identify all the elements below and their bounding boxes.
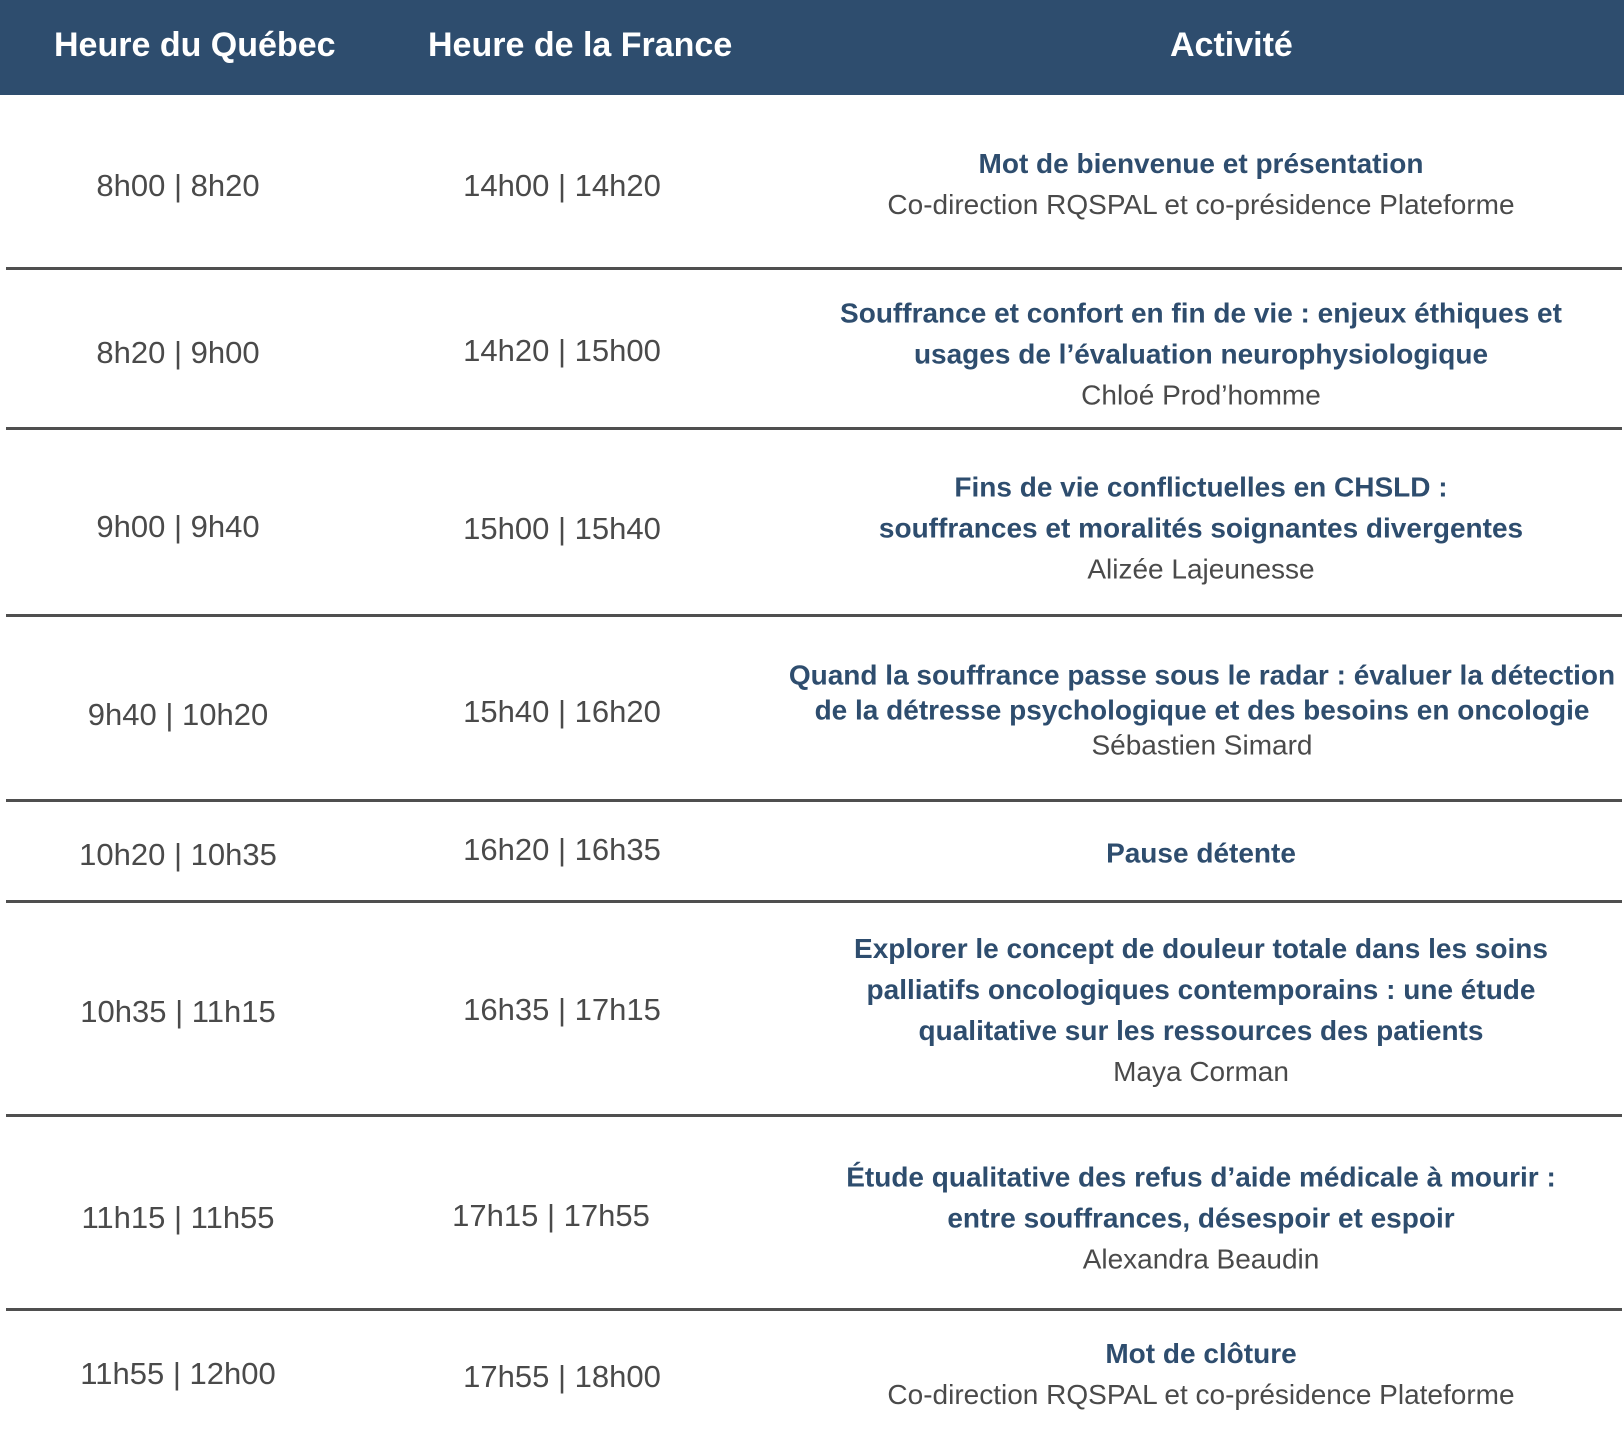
activity-title: Mot de clôture (1105, 1338, 1297, 1369)
france-time: 17h55 | 18h00 (463, 1359, 661, 1394)
activity-cell (786, 833, 1616, 874)
row-divider (6, 267, 1622, 270)
france-time: 16h35 | 17h15 (463, 992, 661, 1027)
activity-cell (786, 467, 1616, 590)
activity-speaker: Co-direction RQSPAL et co-présidence Plateforme (887, 189, 1515, 220)
activity-title: Mot de bienvenue et présentation (978, 148, 1424, 179)
row-divider (6, 1114, 1622, 1117)
activity-cell (786, 1333, 1616, 1415)
table-header (0, 0, 1624, 95)
activity-title: Souffrance et confort en fin de vie : enjeux éthiques et usages de l’évaluation neurophysiologique (840, 297, 1562, 370)
activity-title: Quand la souffrance passe sous le radar : évaluer la détection de la détresse psychologique et des besoins en oncologie (788, 659, 1616, 726)
france-time: 17h15 | 17h55 (452, 1198, 650, 1233)
activity-cell (786, 928, 1616, 1092)
row-divider (6, 1308, 1622, 1311)
row-divider (6, 614, 1622, 617)
activity-speaker: Sébastien Simard (1091, 729, 1313, 761)
header-france-time: Heure de la France (428, 26, 733, 64)
row-divider (6, 427, 1622, 430)
row-divider (6, 900, 1622, 903)
activity-title: Fins de vie conflictuelles en CHSLD : souffrances et moralités soignantes divergentes (878, 471, 1524, 544)
activity-speaker: Alexandra Beaudin (1082, 1243, 1320, 1275)
france-time: 16h20 | 16h35 (463, 832, 661, 867)
france-time: 15h00 | 15h40 (463, 511, 661, 546)
activity-speaker: Maya Corman (1113, 1056, 1289, 1087)
france-time: 15h40 | 16h20 (463, 694, 661, 729)
quebec-time: 11h55 | 12h00 (80, 1356, 276, 1391)
activity-cell (786, 1157, 1616, 1280)
activity-cell (786, 143, 1616, 225)
activity-cell (786, 293, 1616, 416)
france-time: 14h20 | 15h00 (463, 333, 661, 368)
activity-speaker: Chloé Prod’homme (1081, 379, 1321, 411)
activity-title: Explorer le concept de douleur totale dans les soins palliatifs oncologiques contemporains : une étude qualitative sur les ressources des patients (854, 933, 1548, 1046)
activity-speaker: Alizée Lajeunesse (1087, 553, 1315, 585)
quebec-time: 9h00 | 9h40 (96, 509, 260, 544)
header-quebec-time: Heure du Québec (54, 26, 336, 64)
activity-cell (782, 658, 1622, 763)
activity-speaker: Co-direction RQSPAL et co-présidence Plateforme (887, 1379, 1515, 1410)
header-activity: Activité (1170, 26, 1293, 64)
quebec-time: 9h40 | 10h20 (87, 697, 269, 732)
quebec-time: 8h00 | 8h20 (96, 168, 260, 203)
quebec-time: 10h20 | 10h35 (79, 837, 277, 872)
france-time: 14h00 | 14h20 (463, 168, 661, 203)
quebec-time: 10h35 | 11h15 (80, 994, 276, 1029)
activity-title: Pause détente (1106, 837, 1296, 869)
quebec-time: 11h15 | 11h55 (81, 1200, 275, 1235)
activity-title: Étude qualitative des refus d’aide médicale à mourir : entre souffrances, désespoir et espoir (846, 1161, 1556, 1234)
quebec-time: 8h20 | 9h00 (96, 335, 260, 370)
row-divider (6, 799, 1622, 802)
